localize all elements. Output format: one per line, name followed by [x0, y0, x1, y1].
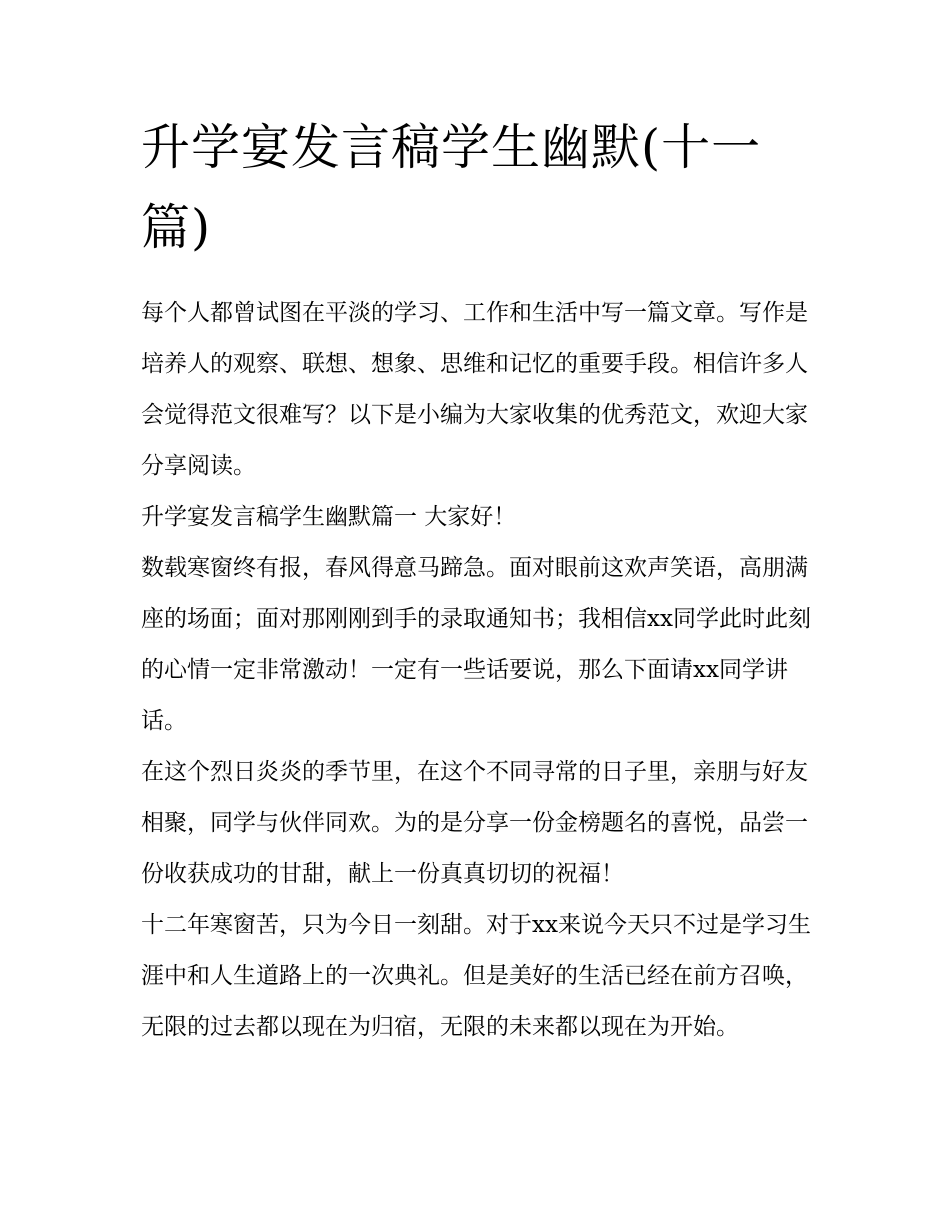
document-title: 升学宴发言稿学生幽默(十一篇) — [141, 119, 762, 256]
paragraph-twelve-years: 十二年寒窗苦，只为今日一刻甜。对于xx来说今天只不过是学习生涯中和人生道路上的一次典礼。但是美好的生活已经在前方召唤，无限的过去都以现在为归宿，无限的未来都以现在为开始。 — [141, 912, 811, 1040]
paragraph-opening: 数载寒窗终有报，春风得意马蹄急。面对眼前这欢声笑语，高朋满座的场面；面对那刚刚到手的录取通知书；我相信xx同学此时此刻的心情一定非常激动！一定有一些话要说，那么下面请xx同学讲话。 — [141, 555, 811, 734]
document-body — [141, 288, 811, 1053]
document-content — [141, 108, 811, 1053]
paragraph-gathering: 在这个烈日炎炎的季节里，在这个不同寻常的日子里，亲朋与好友相聚，同学与伙伴同欢。为的是分享一份金榜题名的喜悦，品尝一份收获成功的甘甜，献上一份真真切切的祝福！ — [141, 759, 808, 887]
paragraph-intro: 每个人都曾试图在平淡的学习、工作和生活中写一篇文章。写作是培养人的观察、联想、想象、思维和记忆的重要手段。相信许多人会觉得范文很难写？以下是小编为大家收集的优秀范文，欢迎大家分享阅读。 — [141, 300, 808, 479]
paragraph-heading-part-one: 升学宴发言稿学生幽默篇一 大家好！ — [141, 504, 517, 530]
